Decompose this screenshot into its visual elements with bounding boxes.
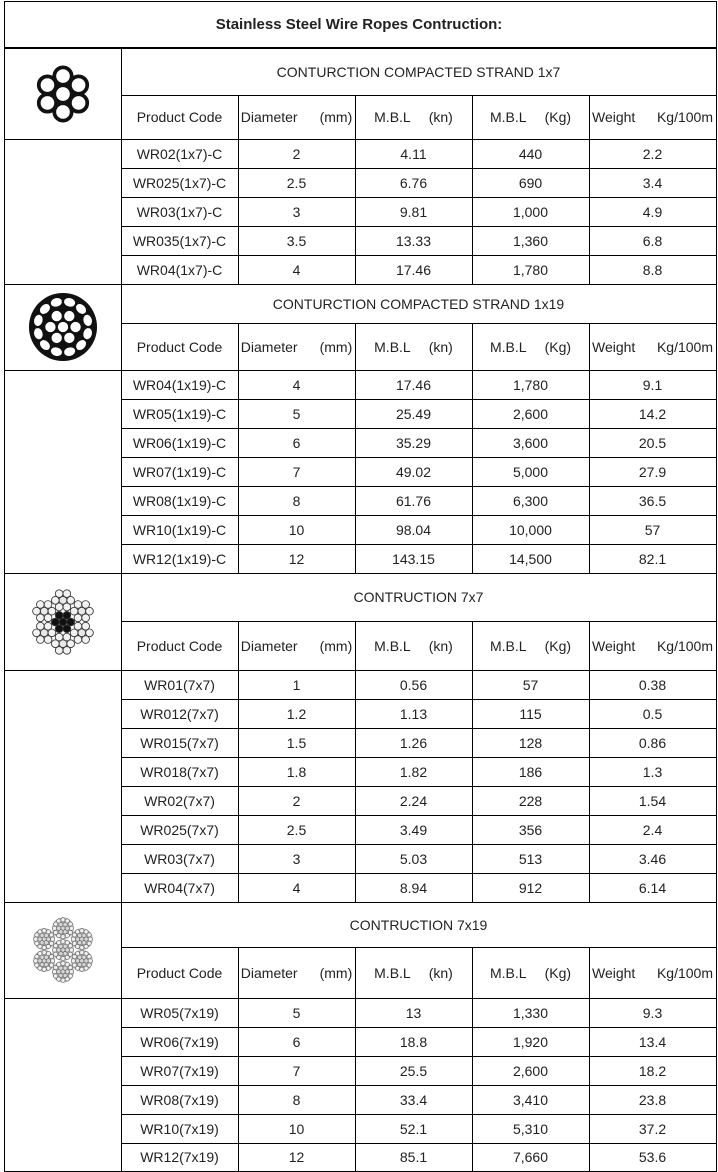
table-cell-weight: 9.3: [642, 1004, 663, 1021]
table-cell-mbl-kg: 1,360: [512, 232, 549, 249]
table-cell-mbl-kg: 6,300: [512, 492, 549, 509]
grid-line-horizontal: [4, 670, 717, 671]
table-cell-mbl-kn: 1.26: [399, 734, 428, 751]
table-cell-diameter: 2.5: [286, 174, 307, 191]
table-cell-weight: 82.1: [638, 550, 667, 567]
table-cell-diameter: 8: [292, 492, 301, 509]
table-cell-weight: 27.9: [638, 463, 667, 480]
grid-line-vertical: [4, 1, 5, 1172]
grid-line-horizontal: [121, 621, 717, 622]
grid-line-vertical: [472, 323, 473, 574]
table-cell-code: WR02(7x7): [144, 792, 215, 809]
header-label: M.B.L: [374, 109, 411, 125]
header-product-code: Product Code: [136, 109, 223, 125]
grid-line-vertical: [121, 902, 122, 1172]
header-unit: (mm): [319, 338, 353, 355]
table-cell-code: WR05(1x19)-C: [132, 405, 227, 422]
table-cell-mbl-kn: 13: [405, 1004, 422, 1021]
header-unit: (Kg): [544, 964, 572, 981]
table-cell-mbl-kg: 1,000: [512, 203, 549, 220]
table-cell-code: WR02(1x7)-C: [136, 145, 223, 162]
table-cell-mbl-kg: 128: [518, 734, 543, 751]
table-cell-weight: 2.4: [642, 821, 663, 838]
table-cell-mbl-kn: 35.29: [395, 434, 432, 451]
table-cell-weight: 2.2: [642, 145, 663, 162]
table-cell-code: WR025(1x7)-C: [132, 174, 227, 191]
table-cell-weight: 57: [644, 521, 661, 538]
table-cell-mbl-kn: 5.03: [399, 850, 428, 867]
compacted-strand-1x7-cross-section-icon: [32, 63, 94, 125]
header-unit: Kg/100m: [656, 338, 713, 355]
table-cell-mbl-kn: 17.46: [395, 376, 432, 393]
header-diameter: [238, 323, 355, 370]
table-cell-diameter: 12: [288, 550, 305, 567]
section-title: CONTRUCTION 7x19: [349, 916, 488, 933]
table-cell-mbl-kn: 9.81: [399, 203, 428, 220]
table-cell-mbl-kn: 18.8: [399, 1033, 428, 1050]
grid-line-vertical: [355, 95, 356, 285]
grid-line-vertical: [121, 284, 122, 574]
table-cell-weight: 37.2: [638, 1120, 667, 1137]
table-cell-weight: 9.1: [642, 376, 663, 393]
header-label: Weight: [592, 637, 636, 654]
document-title: Stainless Steel Wire Ropes Contruction:: [215, 15, 503, 33]
grid-line-horizontal: [4, 139, 717, 140]
table-cell-diameter: 4: [292, 376, 301, 393]
header-label: Weight: [592, 109, 636, 125]
header-mbl-kn: [355, 95, 472, 139]
grid-line-vertical: [238, 95, 239, 285]
table-cell-code: WR035(1x7)-C: [132, 232, 227, 249]
table-cell-diameter: 6: [292, 434, 301, 451]
table-cell-mbl-kn: 143.15: [392, 550, 435, 567]
table-cell-code: WR03(7x7): [144, 850, 215, 867]
table-cell-diameter: 12: [288, 1149, 305, 1165]
table-cell-diameter: 1: [292, 676, 301, 693]
header-unit: (kn): [428, 964, 453, 981]
header-label: Diameter: [240, 637, 298, 654]
table-cell-mbl-kg: 57: [522, 676, 539, 693]
header-weight: [589, 95, 716, 139]
table-cell-diameter: 7: [292, 1062, 301, 1079]
table-cell-mbl-kn: 2.24: [399, 792, 428, 809]
table-cell-mbl-kg: 440: [518, 145, 543, 162]
grid-line-vertical: [355, 621, 356, 903]
table-cell-diameter: 3: [292, 203, 301, 220]
table-cell-mbl-kg: 1,920: [512, 1033, 549, 1050]
table-cell-weight: 0.86: [638, 734, 667, 751]
grid-line-vertical: [121, 48, 122, 285]
header-label: M.B.L: [489, 637, 527, 654]
table-cell-code: WR012(7x7): [140, 705, 219, 722]
grid-line-horizontal: [121, 95, 717, 96]
table-cell-weight: 6.8: [642, 232, 663, 249]
header-unit: (Kg): [544, 637, 572, 654]
header-weight: [589, 947, 716, 998]
header-label: M.B.L: [374, 637, 411, 654]
table-cell-code: WR05(7x19): [140, 1004, 219, 1021]
table-cell-weight: 3.4: [642, 174, 663, 191]
table-cell-mbl-kg: 14,500: [509, 550, 552, 567]
compacted-strand-1x19-cross-section-icon: [26, 290, 100, 364]
table-cell-mbl-kn: 1.82: [399, 763, 428, 780]
header-diameter: [238, 95, 355, 139]
table-cell-diameter: 2.5: [286, 821, 307, 838]
header-unit: (mm): [319, 964, 353, 981]
header-product-code: Product Code: [136, 964, 223, 981]
header-label: Weight: [592, 964, 636, 981]
table-cell-mbl-kg: 2,600: [512, 1062, 549, 1079]
table-cell-mbl-kn: 61.76: [395, 492, 432, 509]
grid-line-horizontal: [4, 1, 717, 2]
header-unit: Kg/100m: [656, 109, 713, 125]
table-cell-code: WR025(7x7): [140, 821, 219, 838]
table-cell-code: WR10(1x19)-C: [132, 521, 227, 538]
grid-line-vertical: [355, 323, 356, 574]
grid-line-vertical: [589, 947, 590, 1172]
header-label: M.B.L: [374, 964, 411, 981]
table-cell-mbl-kn: 33.4: [399, 1091, 428, 1108]
table-cell-code: WR018(7x7): [140, 763, 219, 780]
header-label: M.B.L: [489, 964, 527, 981]
table-cell-diameter: 1.2: [286, 705, 307, 722]
grid-line-horizontal: [121, 323, 717, 324]
grid-line-horizontal: [4, 284, 717, 285]
table-cell-mbl-kg: 186: [518, 763, 543, 780]
header-label: Diameter: [240, 964, 298, 981]
section-title: CONTURCTION COMPACTED STRAND 1x19: [272, 295, 565, 312]
grid-line-vertical: [238, 947, 239, 1172]
table-cell-weight: 0.38: [638, 676, 667, 693]
table-cell-mbl-kg: 228: [518, 792, 543, 809]
table-cell-mbl-kg: 1,780: [512, 376, 549, 393]
table-cell-weight: 8.8: [642, 261, 663, 278]
table-cell-code: WR015(7x7): [140, 734, 219, 751]
header-diameter: [238, 621, 355, 670]
grid-line-vertical: [589, 323, 590, 574]
table-cell-diameter: 3.5: [286, 232, 307, 249]
grid-line-vertical: [472, 621, 473, 903]
table-cell-code: WR04(7x7): [144, 879, 215, 896]
table-cell-code: WR08(1x19)-C: [132, 492, 227, 509]
table-cell-mbl-kn: 6.76: [399, 174, 428, 191]
table-cell-weight: 4.9: [642, 203, 663, 220]
grid-line-horizontal: [4, 998, 717, 999]
header-weight: [589, 621, 716, 670]
table-cell-code: WR12(1x19)-C: [132, 550, 227, 567]
header-mbl-kn: [355, 323, 472, 370]
table-cell-diameter: 2: [292, 145, 301, 162]
header-unit: Kg/100m: [656, 964, 713, 981]
header-product-code: Product Code: [136, 637, 223, 654]
table-cell-code: WR10(7x19): [140, 1120, 219, 1137]
table-cell-code: WR08(7x19): [140, 1091, 219, 1108]
table-cell-diameter: 3: [292, 850, 301, 867]
table-cell-mbl-kn: 4.11: [400, 145, 427, 162]
section-title: CONTRUCTION 7x7: [353, 589, 484, 605]
table-cell-weight: 18.2: [638, 1062, 667, 1079]
table-cell-mbl-kg: 5,310: [512, 1120, 549, 1137]
table-cell-mbl-kg: 2,600: [512, 405, 549, 422]
header-mbl-kg: [472, 95, 589, 139]
grid-line-horizontal: [4, 370, 717, 371]
table-cell-mbl-kn: 49.02: [395, 463, 432, 480]
table-cell-diameter: 10: [288, 1120, 305, 1137]
section-title: CONTURCTION COMPACTED STRAND 1x7: [276, 63, 561, 80]
grid-line-horizontal: [4, 48, 717, 49]
table-cell-weight: 20.5: [638, 434, 667, 451]
table-cell-weight: 1.3: [642, 763, 663, 780]
table-cell-diameter: 4: [292, 261, 301, 278]
table-cell-diameter: 10: [288, 521, 305, 538]
header-diameter: [238, 947, 355, 998]
table-cell-mbl-kn: 1.13: [399, 705, 428, 722]
table-cell-mbl-kg: 3,600: [512, 434, 549, 451]
header-label: Weight: [592, 338, 636, 355]
header-unit: (kn): [428, 109, 453, 125]
table-cell-mbl-kn: 8.94: [399, 879, 428, 896]
table-cell-diameter: 1.8: [286, 763, 307, 780]
table-cell-mbl-kg: 513: [518, 850, 543, 867]
table-cell-code: WR01(7x7): [144, 676, 215, 693]
grid-line-vertical: [238, 621, 239, 903]
header-unit: (Kg): [544, 109, 572, 125]
header-label: Diameter: [240, 338, 298, 355]
table-cell-mbl-kn: 25.49: [395, 405, 432, 422]
table-cell-mbl-kn: 25.5: [399, 1062, 428, 1079]
header-unit: (mm): [319, 637, 353, 654]
grid-line-vertical: [589, 621, 590, 903]
table-cell-code: WR04(1x19)-C: [132, 376, 227, 393]
table-cell-mbl-kg: 1,780: [512, 261, 549, 278]
table-cell-diameter: 4: [292, 879, 301, 896]
grid-line-vertical: [589, 95, 590, 285]
header-unit: (kn): [428, 637, 453, 654]
table-cell-weight: 0.5: [642, 705, 663, 722]
header-label: M.B.L: [489, 109, 527, 125]
header-weight: [589, 323, 716, 370]
header-mbl-kg: [472, 947, 589, 998]
rope-7x7-cross-section-icon: [28, 587, 98, 657]
grid-line-vertical: [472, 95, 473, 285]
table-cell-weight: 6.14: [638, 879, 667, 896]
header-unit: Kg/100m: [656, 637, 713, 654]
table-cell-code: WR12(7x19): [140, 1149, 219, 1165]
header-mbl-kn: [355, 621, 472, 670]
header-label: M.B.L: [374, 338, 411, 355]
table-cell-diameter: 2: [292, 792, 301, 809]
header-unit: (Kg): [544, 338, 572, 355]
table-cell-mbl-kg: 3,410: [512, 1091, 549, 1108]
table-cell-mbl-kn: 52.1: [399, 1120, 428, 1137]
table-cell-weight: 14.2: [638, 405, 667, 422]
header-label: M.B.L: [489, 338, 527, 355]
table-cell-mbl-kg: 912: [518, 879, 543, 896]
table-cell-weight: 23.8: [638, 1091, 667, 1108]
grid-line-horizontal: [121, 947, 717, 948]
table-cell-diameter: 5: [292, 1004, 301, 1021]
table-cell-weight: 1.54: [638, 792, 667, 809]
table-cell-code: WR07(1x19)-C: [132, 463, 227, 480]
header-unit: (kn): [428, 338, 453, 355]
table-cell-mbl-kg: 115: [519, 705, 542, 722]
table-cell-diameter: 5: [292, 405, 301, 422]
table-cell-mbl-kg: 7,660: [512, 1149, 549, 1165]
table-cell-mbl-kn: 17.46: [395, 261, 432, 278]
table-cell-diameter: 6: [292, 1033, 301, 1050]
table-cell-mbl-kn: 98.04: [395, 521, 432, 538]
table-cell-diameter: 1.5: [286, 734, 307, 751]
table-cell-weight: 36.5: [638, 492, 667, 509]
table-cell-mbl-kn: 0.56: [399, 676, 428, 693]
table-cell-code: WR06(7x19): [140, 1033, 219, 1050]
rope-7x19-cross-section-icon: [29, 916, 97, 984]
table-cell-code: WR04(1x7)-C: [136, 261, 223, 278]
table-cell-diameter: 8: [292, 1091, 301, 1108]
header-product-code: Product Code: [136, 338, 223, 355]
table-cell-mbl-kg: 1,330: [512, 1004, 549, 1021]
grid-line-vertical: [716, 1, 717, 1172]
table-cell-code: WR07(7x19): [140, 1062, 219, 1079]
table-cell-mbl-kn: 85.1: [399, 1149, 428, 1165]
table-cell-code: WR06(1x19)-C: [132, 434, 227, 451]
header-mbl-kg: [472, 621, 589, 670]
header-unit: (mm): [319, 109, 353, 125]
table-cell-weight: 13.4: [638, 1033, 667, 1050]
table-cell-code: WR03(1x7)-C: [136, 203, 223, 220]
table-cell-diameter: 7: [292, 463, 301, 480]
grid-line-vertical: [238, 323, 239, 574]
table-cell-mbl-kn: 13.33: [395, 232, 432, 249]
table-cell-weight: 3.46: [638, 850, 667, 867]
header-mbl-kg: [472, 323, 589, 370]
table-cell-mbl-kg: 356: [518, 821, 543, 838]
grid-line-horizontal: [4, 902, 717, 903]
grid-line-horizontal: [4, 573, 717, 574]
grid-line-vertical: [472, 947, 473, 1172]
table-cell-weight: 53.6: [638, 1149, 667, 1165]
table-cell-mbl-kg: 10,000: [509, 521, 552, 538]
grid-line-vertical: [355, 947, 356, 1172]
header-mbl-kn: [355, 947, 472, 998]
table-cell-mbl-kg: 690: [518, 174, 543, 191]
grid-line-vertical: [121, 573, 122, 903]
table-cell-mbl-kn: 3.49: [399, 821, 428, 838]
table-cell-mbl-kg: 5,000: [512, 463, 549, 480]
header-label: Diameter: [240, 109, 298, 125]
